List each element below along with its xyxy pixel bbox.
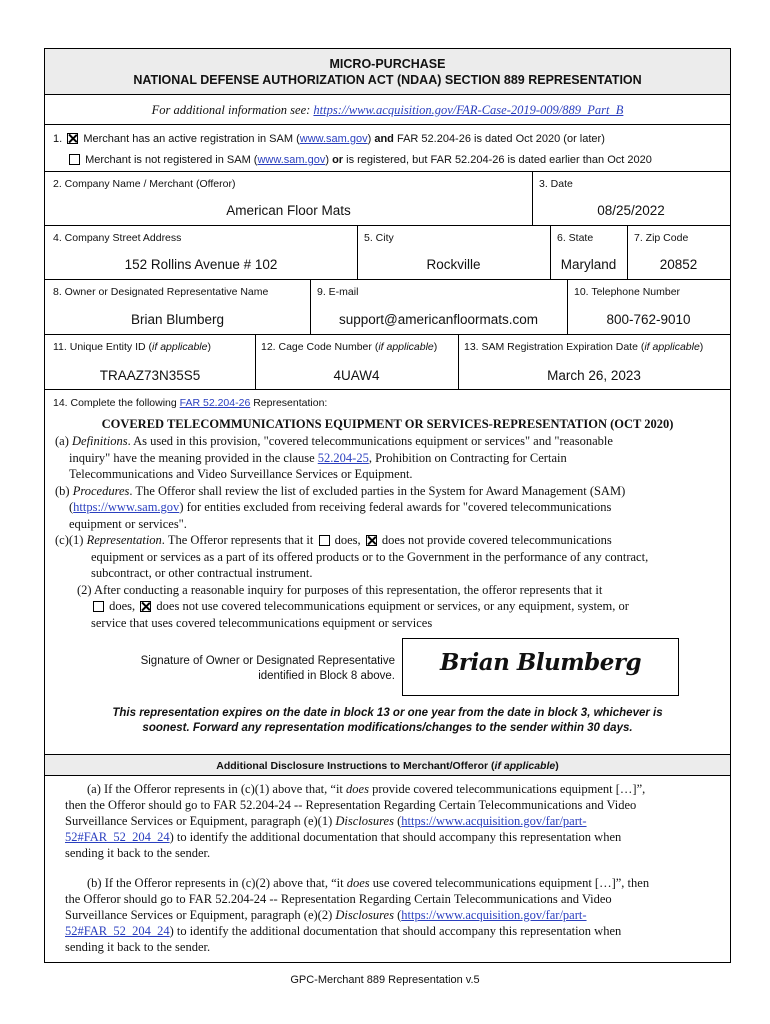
option2-text-c: is registered, but FAR 52.204-26 is dated earlier than Oct 2020: [343, 154, 652, 166]
uei-label-b: ): [207, 341, 211, 353]
pb-1b: use covered telecommunications equipment […]”, then: [369, 876, 650, 890]
footer-version: GPC-Merchant 889 Representation v.5: [290, 974, 480, 986]
title-line-1: MICRO-PURCHASE: [329, 57, 446, 71]
c2-does-not-checkbox[interactable]: [140, 601, 151, 612]
rep-a-line3: Telecommunications and Video Surveillance Services or Equipment.: [69, 467, 413, 481]
rep-c2-does: does,: [106, 599, 139, 613]
pa-4b: ) to identify the additional documentation that should accompany this representation when: [169, 830, 622, 844]
disclosure-para-a: [65, 781, 715, 861]
c1-does-not-checkbox[interactable]: [366, 535, 377, 546]
rep-c2-line1: (2) After conducting a reasonable inquiry for purposes of this representation, the offeror represents that it: [77, 582, 603, 597]
rep-c2-text2b: does not use covered telecommunications equipment or services, or any equipment, system, or: [153, 599, 629, 613]
rep-c1-line1: [55, 532, 725, 549]
date-value[interactable]: 08/25/2022: [597, 203, 665, 218]
signature: Brian Blumberg: [439, 649, 642, 676]
far-52-204-26-link[interactable]: FAR 52.204-26: [179, 397, 251, 409]
registration-option-1: [53, 131, 605, 147]
rep-a-line1: [55, 433, 725, 450]
sam-active-checkbox[interactable]: [67, 133, 78, 144]
cage-label-b: ): [433, 341, 438, 353]
owner-label: 8. Owner or Designated Representative Name: [53, 286, 269, 298]
rep-intro-b: Representation:: [250, 397, 328, 409]
company-row: [45, 172, 730, 226]
rep-c1-label: (c)(1): [55, 533, 87, 547]
expiration-notice: [45, 706, 730, 736]
rep-b-line2: [55, 499, 725, 516]
pa-line3: [65, 813, 715, 829]
pb-1a: (b) If the Offeror represents in (c)(2) above that, “it: [87, 876, 347, 890]
company-label: 2. Company Name / Merchant (Offeror): [53, 178, 236, 190]
rep-b-text2a: (: [69, 500, 74, 514]
rep-c2-line3: service that uses covered telecommunications equipment or services: [91, 615, 433, 630]
option2-text-a: Merchant is not registered in SAM (: [85, 154, 258, 166]
email-value[interactable]: support@americanfloormats.com: [338, 312, 539, 327]
sam-label-i: if applicable: [644, 341, 700, 353]
rep-b-line3: equipment or services".: [69, 516, 187, 531]
c1-does-checkbox[interactable]: [319, 535, 330, 546]
pa-3i: Disclosures: [335, 814, 394, 828]
option2-bold: or: [332, 154, 344, 166]
zip-label: 7. Zip Code: [634, 232, 689, 244]
uei-label-i: if applicable: [152, 341, 208, 353]
sam-expiration-value[interactable]: March 26, 2023: [547, 368, 641, 383]
option1-text-a: Merchant has an active registration in SAM (: [83, 133, 300, 145]
sig-label-1: Signature of Owner or Designated Representative: [140, 655, 395, 667]
rep-c1-text1b: does not provide covered telecommunications: [378, 533, 612, 547]
pa-line1: [65, 781, 715, 797]
sam-link-1[interactable]: www.sam.gov: [299, 133, 368, 145]
phone-label: 10. Telephone Number: [574, 286, 681, 298]
sam-not-registered-checkbox[interactable]: [69, 154, 80, 165]
form-title: [45, 49, 730, 95]
address-row: [45, 226, 730, 280]
far-case-link[interactable]: https://www.acquisition.gov/FAR-Case-2019-009/889_Part_B: [313, 103, 624, 117]
rep-b-line1: [55, 483, 725, 500]
state-label: 6. State: [557, 232, 594, 244]
zip-value[interactable]: 20852: [659, 257, 698, 272]
sam-gov-link[interactable]: https://www.sam.gov: [73, 500, 180, 514]
rep-intro: [53, 397, 327, 409]
city-value[interactable]: Rockville: [426, 257, 481, 272]
item-number: 1.: [53, 133, 63, 145]
company-value[interactable]: American Floor Mats: [226, 203, 351, 218]
pb-line2: the Offeror should go to FAR 52.204-24 -- Representation Regarding Certain Telecommunications and Video: [65, 892, 612, 906]
disc-heading-b: ): [555, 760, 559, 772]
rep-c1-line2: equipment or services as a part of its offered products or to the Government in the performance of any contract,: [91, 549, 649, 564]
id-row: [45, 335, 730, 390]
rep-c1-term: Representation: [86, 533, 162, 547]
expire-line-1: This representation expires on the date in block 13 or one year from the date in block 3, whichever is: [112, 707, 663, 719]
email-label: 9. E-mail: [317, 286, 359, 298]
disc-heading-i: if applicable: [494, 760, 556, 772]
far-part52-link-a1[interactable]: https://www.acquisition.gov/far/part-: [401, 814, 587, 828]
city-label: 5. City: [364, 232, 394, 244]
pb-line5: sending it back to the sender.: [65, 940, 211, 954]
cage-label-a: 12. Cage Code Number (: [261, 341, 379, 353]
disc-heading-a: Additional Disclosure Instructions to Merchant/Offeror (: [216, 760, 495, 772]
rep-c1-text1a: . The Offeror represents that it: [161, 533, 317, 547]
registration-section: [45, 125, 730, 172]
pb-line4: [65, 923, 715, 939]
option1-text-c: FAR 52.204-26 is dated Oct 2020 (or later): [393, 133, 605, 145]
c2-does-checkbox[interactable]: [93, 601, 104, 612]
pb-line1: [65, 875, 715, 891]
far-52-204-25-link[interactable]: 52.204-25: [317, 450, 369, 465]
street-value[interactable]: 152 Rollins Avenue # 102: [124, 257, 278, 272]
rep-b-term: Procedures: [72, 483, 130, 498]
far-part52-link-a2[interactable]: 52#FAR_52_204_24: [65, 830, 170, 844]
pa-3a: Surveillance Services or Equipment, paragraph (e)(1): [65, 814, 336, 828]
disclosure-heading: [45, 754, 730, 776]
far-part52-link-b1[interactable]: https://www.acquisition.gov/far/part-: [401, 908, 587, 922]
expire-line-2: soonest. Forward any representation modifications/changes to the sender within 30 days.: [142, 722, 633, 734]
rep-heading: COVERED TELECOMMUNICATIONS EQUIPMENT OR SERVICES-REPRESENTATION (OCT 2020): [101, 417, 674, 431]
rep-b-text1: . The Offeror shall review the list of excluded parties in the System for Award Management (SAM): [129, 483, 626, 498]
cage-value[interactable]: 4UAW4: [333, 368, 380, 383]
pa-line5: sending it back to the sender.: [65, 846, 211, 860]
contact-row: [45, 280, 730, 335]
rep-body: [55, 433, 725, 631]
form-frame: [44, 48, 731, 963]
rep-a-text1: . As used in this provision, "covered telecommunications equipment or services" and "reasonable: [127, 434, 613, 448]
pa-3b: (: [393, 814, 402, 828]
rep-b-label: (b): [55, 483, 73, 498]
owner-value[interactable]: Brian Blumberg: [130, 312, 225, 327]
uei-label-a: 11. Unique Entity ID (: [53, 341, 153, 353]
pb-3b: (: [393, 908, 402, 922]
option1-text-b: ): [367, 133, 375, 145]
sam-label-a: 13. SAM Registration Expiration Date (: [464, 341, 645, 353]
rep-c2-line2: [55, 598, 725, 615]
title-line-2: NATIONAL DEFENSE AUTHORIZATION ACT (NDAA) SECTION 889 REPRESENTATION: [133, 73, 642, 87]
sam-label-b: ): [699, 341, 704, 353]
rep-c1-line3: subcontract, or other contractual instrument.: [91, 566, 313, 580]
sam-link-2[interactable]: www.sam.gov: [257, 154, 326, 166]
uei-label: [53, 341, 211, 353]
option2-text-b: ): [325, 154, 333, 166]
rep-a-label: (a): [55, 434, 72, 448]
signature-label: [85, 654, 395, 684]
pb-3a: Surveillance Services or Equipment, paragraph (e)(2): [65, 908, 336, 922]
registration-option-2: [67, 152, 652, 168]
rep-b-text2b: ) for entities excluded from receiving federal awards for "covered telecommunications: [179, 500, 612, 514]
cage-label-i: if applicable: [378, 341, 434, 353]
pb-4b: ) to identify the additional documentation that should accompany this representation when: [169, 924, 622, 938]
cage-label: [261, 341, 437, 353]
pb-1i: does: [346, 876, 370, 890]
pa-1a: (a) If the Offeror represents in (c)(1) above that, “it: [87, 782, 347, 796]
rep-a-line2: [55, 450, 725, 467]
sam-expiration-label: [464, 341, 703, 353]
info-prefix: For additional information see:: [151, 103, 314, 117]
signature-box[interactable]: [402, 638, 679, 696]
rep-a-text2a: inquiry" have the meaning provided in the clause: [69, 450, 318, 465]
street-label: 4. Company Street Address: [53, 232, 182, 244]
uei-value[interactable]: TRAAZ73N35S5: [99, 368, 201, 383]
pa-line2: then the Offeror should go to FAR 52.204-24 -- Representation Regarding Certain Telecommunications and Video: [65, 798, 637, 812]
sig-label-2: identified in Block 8 above.: [258, 670, 395, 682]
pb-line3: [65, 907, 715, 923]
pa-1i: does: [346, 782, 369, 796]
rep-a-text2b: , Prohibition on Contracting for Certain: [368, 450, 567, 465]
phone-value[interactable]: 800-762-9010: [606, 312, 691, 327]
disclosure-para-b: [65, 875, 715, 955]
rep-c1-does: does,: [331, 533, 364, 547]
state-value[interactable]: Maryland: [560, 257, 617, 272]
pa-line4: [65, 829, 715, 845]
pa-1b: provide covered telecommunications equipment […]”,: [368, 782, 646, 796]
rep-a-term: Definitions: [72, 434, 128, 448]
date-label: 3. Date: [539, 178, 573, 190]
rep-intro-a: 14. Complete the following: [53, 397, 180, 409]
info-row: [45, 95, 730, 125]
far-part52-link-b2[interactable]: 52#FAR_52_204_24: [65, 924, 170, 938]
option1-bold: and: [374, 133, 394, 145]
pb-3i: Disclosures: [335, 908, 394, 922]
